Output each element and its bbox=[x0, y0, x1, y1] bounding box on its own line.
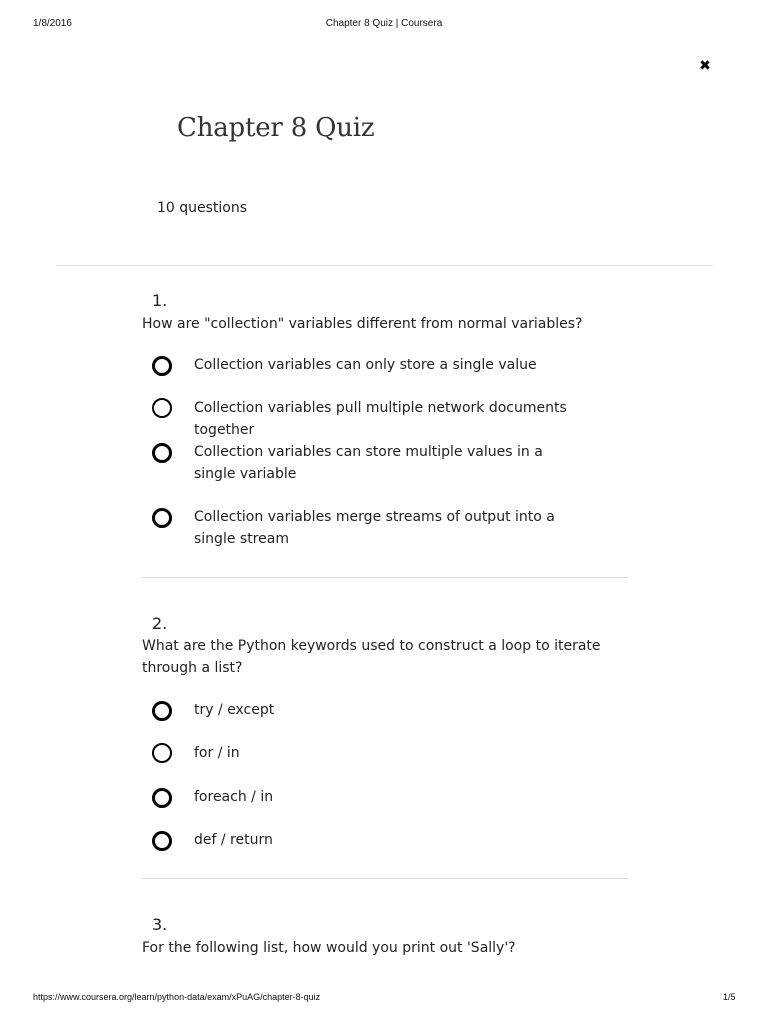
question-1-option-3[interactable] bbox=[152, 441, 622, 487]
header-divider bbox=[56, 265, 713, 266]
radio-button[interactable] bbox=[152, 701, 172, 721]
question-1-text: How are "collection" variables different from normal variables? bbox=[142, 316, 583, 332]
question-3-text: For the following list, how would you print out 'Sally'? bbox=[142, 940, 516, 956]
question-1-option-4[interactable] bbox=[152, 506, 622, 552]
print-url: https://www.coursera.org/learn/python-data/exam/xPuAG/chapter-8-quiz bbox=[33, 992, 321, 1002]
option-label: Collection variables pull multiple network documents together bbox=[194, 400, 567, 438]
option-label: Collection variables merge streams of output into a single stream bbox=[194, 509, 555, 547]
radio-button[interactable] bbox=[152, 443, 172, 463]
question-3-number: 3. bbox=[152, 915, 168, 934]
question-2-text: What are the Python keywords used to construct a loop to iterate through a list? bbox=[142, 638, 601, 676]
question-2-option-4[interactable] bbox=[152, 829, 622, 853]
radio-button[interactable] bbox=[152, 788, 172, 808]
question-1-option-2[interactable] bbox=[152, 397, 622, 438]
print-date: 1/8/2016 bbox=[33, 18, 72, 29]
option-label: for / in bbox=[194, 745, 240, 761]
question-divider bbox=[142, 878, 628, 879]
print-page-number: 1/5 bbox=[723, 992, 736, 1002]
question-count: 10 questions bbox=[157, 200, 248, 216]
print-footer bbox=[0, 992, 768, 1006]
question-2-number: 2. bbox=[152, 614, 168, 633]
page-title: Chapter 8 Quiz bbox=[177, 113, 375, 143]
radio-button[interactable] bbox=[152, 508, 172, 528]
option-label: foreach / in bbox=[194, 789, 274, 805]
radio-button[interactable] bbox=[152, 398, 172, 418]
question-2-option-1[interactable] bbox=[152, 699, 622, 723]
option-label: try / except bbox=[194, 702, 275, 718]
question-1-number: 1. bbox=[152, 291, 168, 310]
print-header bbox=[0, 18, 768, 32]
radio-button[interactable] bbox=[152, 356, 172, 376]
question-2-option-2[interactable] bbox=[152, 742, 622, 766]
option-label: Collection variables can store multiple values in a single variable bbox=[194, 444, 543, 482]
radio-button[interactable] bbox=[152, 831, 172, 851]
option-label: Collection variables can only store a single value bbox=[194, 357, 537, 373]
question-2-option-3[interactable] bbox=[152, 786, 622, 810]
question-divider bbox=[142, 577, 628, 578]
question-1-option-1[interactable] bbox=[152, 354, 622, 378]
close-icon[interactable]: ✖ bbox=[699, 58, 711, 74]
radio-button[interactable] bbox=[152, 743, 172, 763]
print-page-title: Chapter 8 Quiz | Coursera bbox=[325, 18, 443, 29]
option-label: def / return bbox=[194, 832, 273, 848]
